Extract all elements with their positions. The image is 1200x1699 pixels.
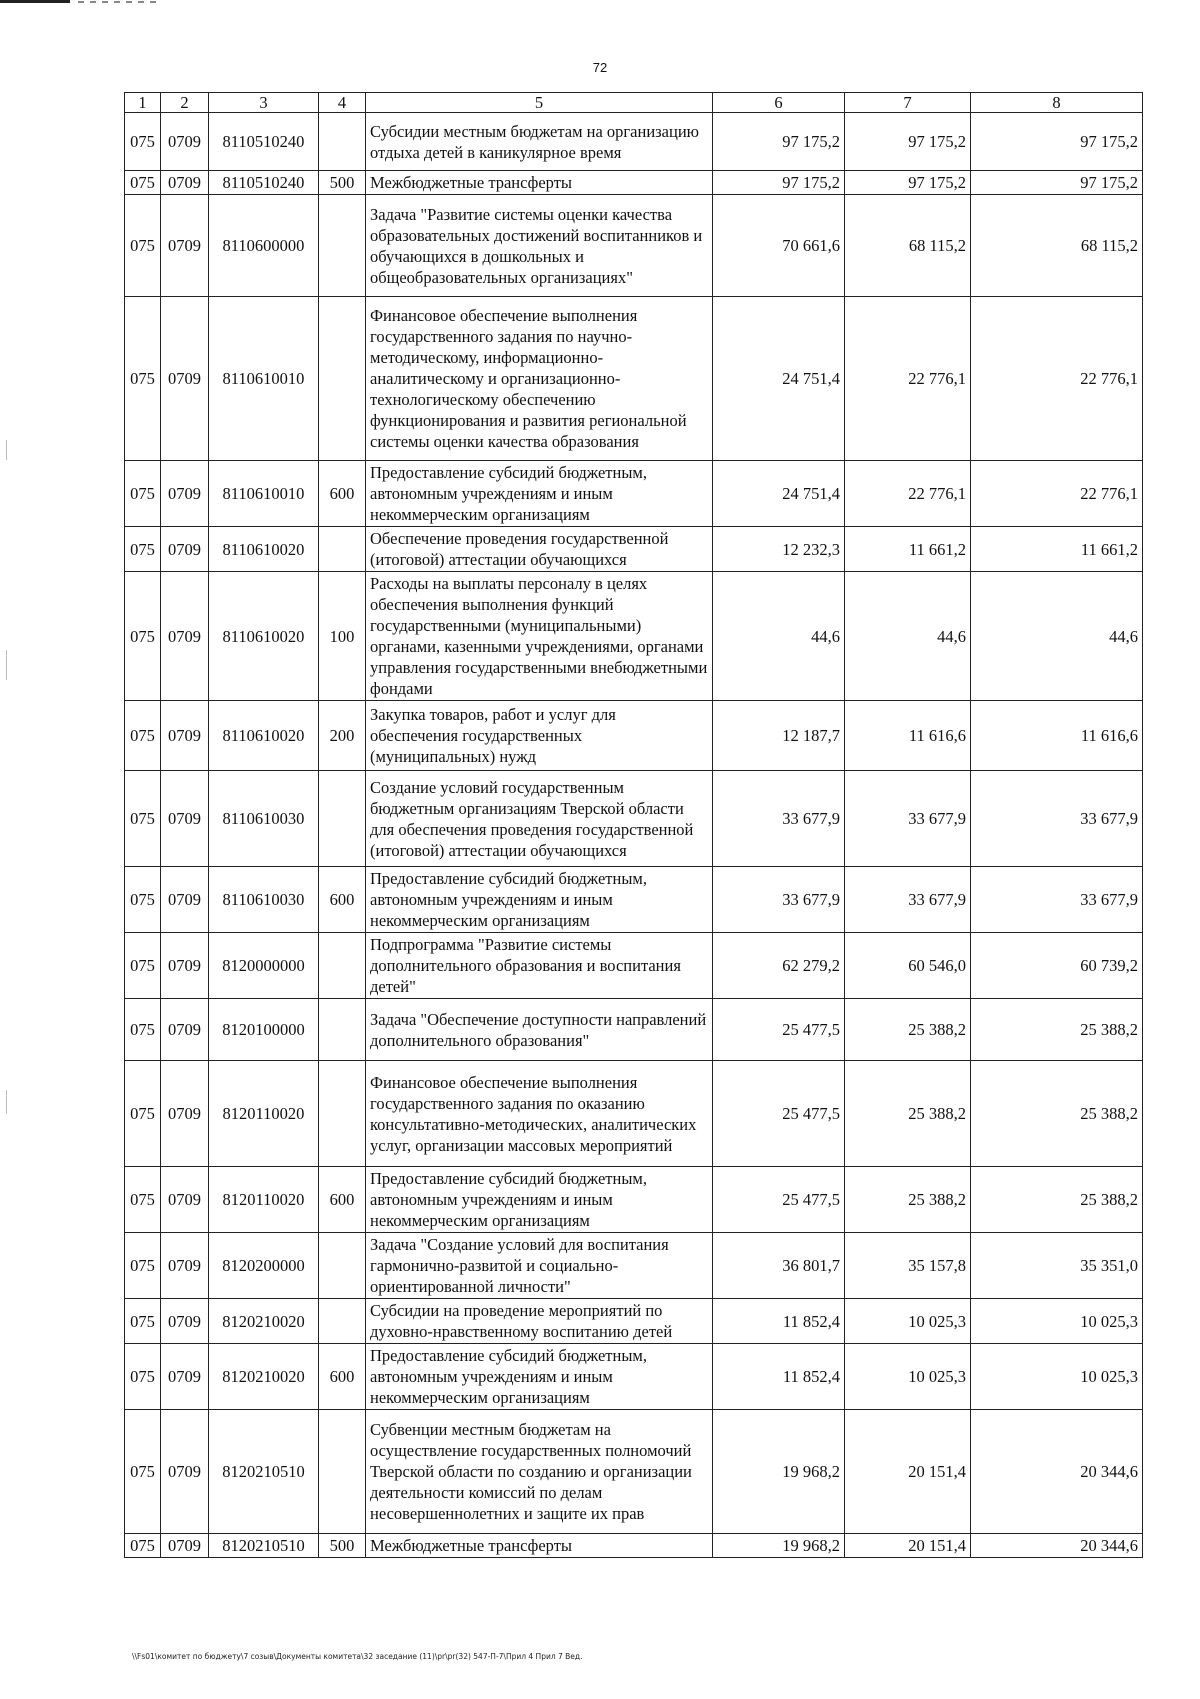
description-cell: Расходы на выплаты персоналу в целях обеспечения выполнения функций государственными (муниципальными) органами, казенными учреждениями, органами управления государственными внебюджетными фондами xyxy=(366,572,713,701)
table-row xyxy=(125,527,1143,572)
amount-year1-cell: 33 677,9 xyxy=(713,771,845,867)
code-expense-type-cell xyxy=(319,113,366,171)
description-cell: Предоставление субсидий бюджетным, автономным учреждениям и иным некоммерческим организациям xyxy=(366,867,713,933)
amount-year2-cell: 44,6 xyxy=(845,572,971,701)
code-expense-type-cell: 500 xyxy=(319,171,366,195)
amount-year2-cell: 22 776,1 xyxy=(845,297,971,461)
table-row xyxy=(125,171,1143,195)
code-expense-type-cell xyxy=(319,771,366,867)
code-ministry-cell: 075 xyxy=(125,195,161,297)
amount-year1-cell: 36 801,7 xyxy=(713,1233,845,1299)
code-section-cell: 0709 xyxy=(161,297,209,461)
code-expense-type-cell: 100 xyxy=(319,572,366,701)
amount-year3-cell: 60 739,2 xyxy=(971,933,1143,999)
code-section-cell: 0709 xyxy=(161,867,209,933)
amount-year2-cell: 60 546,0 xyxy=(845,933,971,999)
amount-year3-cell: 33 677,9 xyxy=(971,771,1143,867)
code-expense-type-cell: 200 xyxy=(319,701,366,771)
header-cell: 3 xyxy=(209,93,319,113)
table-row xyxy=(125,1167,1143,1233)
code-target-cell: 8120210510 xyxy=(209,1534,319,1558)
header-cell: 5 xyxy=(366,93,713,113)
code-target-cell: 8120000000 xyxy=(209,933,319,999)
code-target-cell: 8110510240 xyxy=(209,113,319,171)
code-ministry-cell: 075 xyxy=(125,1344,161,1410)
code-target-cell: 8110610020 xyxy=(209,572,319,701)
code-ministry-cell: 075 xyxy=(125,1061,161,1167)
code-ministry-cell: 075 xyxy=(125,461,161,527)
code-target-cell: 8110610030 xyxy=(209,771,319,867)
code-ministry-cell: 075 xyxy=(125,171,161,195)
amount-year1-cell: 25 477,5 xyxy=(713,1061,845,1167)
code-ministry-cell: 075 xyxy=(125,527,161,572)
code-section-cell: 0709 xyxy=(161,527,209,572)
amount-year1-cell: 25 477,5 xyxy=(713,1167,845,1233)
code-expense-type-cell xyxy=(319,933,366,999)
description-cell: Финансовое обеспечение выполнения государственного задания по научно-методическому, информационно-аналитическому и организационно-технологическому обеспечению функционирования и развития региональной системы оценки качества образования xyxy=(366,297,713,461)
code-expense-type-cell xyxy=(319,195,366,297)
amount-year1-cell: 62 279,2 xyxy=(713,933,845,999)
scan-margin-mark xyxy=(6,650,7,680)
amount-year2-cell: 68 115,2 xyxy=(845,195,971,297)
table-row xyxy=(125,867,1143,933)
amount-year3-cell: 35 351,0 xyxy=(971,1233,1143,1299)
code-section-cell: 0709 xyxy=(161,572,209,701)
header-cell: 2 xyxy=(161,93,209,113)
amount-year3-cell: 25 388,2 xyxy=(971,1061,1143,1167)
code-ministry-cell: 075 xyxy=(125,297,161,461)
code-section-cell: 0709 xyxy=(161,1410,209,1534)
table-row xyxy=(125,1344,1143,1410)
code-target-cell: 8110610010 xyxy=(209,297,319,461)
header-row xyxy=(125,93,1143,113)
code-section-cell: 0709 xyxy=(161,1344,209,1410)
table-row xyxy=(125,461,1143,527)
code-expense-type-cell xyxy=(319,527,366,572)
code-section-cell: 0709 xyxy=(161,461,209,527)
description-cell: Задача "Развитие системы оценки качества образовательных достижений воспитанников и обучающихся в дошкольных и общеобразовательных организациях" xyxy=(366,195,713,297)
code-target-cell: 8110610010 xyxy=(209,461,319,527)
description-cell: Обеспечение проведения государственной (итоговой) аттестации обучающихся xyxy=(366,527,713,572)
code-expense-type-cell xyxy=(319,999,366,1061)
header-cell: 7 xyxy=(845,93,971,113)
code-ministry-cell: 075 xyxy=(125,572,161,701)
amount-year3-cell: 33 677,9 xyxy=(971,867,1143,933)
amount-year1-cell: 19 968,2 xyxy=(713,1410,845,1534)
code-expense-type-cell xyxy=(319,1233,366,1299)
description-cell: Субсидии на проведение мероприятий по духовно-нравственному воспитанию детей xyxy=(366,1299,713,1344)
budget-table xyxy=(124,92,1143,1558)
code-ministry-cell: 075 xyxy=(125,1410,161,1534)
code-ministry-cell: 075 xyxy=(125,1299,161,1344)
amount-year2-cell: 97 175,2 xyxy=(845,171,971,195)
code-ministry-cell: 075 xyxy=(125,999,161,1061)
description-cell: Подпрограмма "Развитие системы дополнительного образования и воспитания детей" xyxy=(366,933,713,999)
amount-year1-cell: 19 968,2 xyxy=(713,1534,845,1558)
code-target-cell: 8120200000 xyxy=(209,1233,319,1299)
code-expense-type-cell xyxy=(319,1410,366,1534)
code-section-cell: 0709 xyxy=(161,933,209,999)
code-target-cell: 8120210510 xyxy=(209,1410,319,1534)
amount-year3-cell: 10 025,3 xyxy=(971,1299,1143,1344)
amount-year1-cell: 33 677,9 xyxy=(713,867,845,933)
description-cell: Субвенции местным бюджетам на осуществление государственных полномочий Тверской области по созданию и организации деятельности комиссий по делам несовершеннолетних и защите их прав xyxy=(366,1410,713,1534)
amount-year3-cell: 44,6 xyxy=(971,572,1143,701)
amount-year2-cell: 20 151,4 xyxy=(845,1534,971,1558)
amount-year3-cell: 10 025,3 xyxy=(971,1344,1143,1410)
code-section-cell: 0709 xyxy=(161,171,209,195)
document-path-footer: \\Fs01\комитет по бюджету\7 созыв\Документы комитета\32 заседание (11)\pr\pr(32) 547-П-7\Прил 4 Прил 7 Вед. xyxy=(132,1652,583,1661)
table-row xyxy=(125,572,1143,701)
table-row xyxy=(125,701,1143,771)
amount-year1-cell: 11 852,4 xyxy=(713,1344,845,1410)
code-expense-type-cell: 600 xyxy=(319,867,366,933)
code-ministry-cell: 075 xyxy=(125,867,161,933)
amount-year3-cell: 68 115,2 xyxy=(971,195,1143,297)
table-row xyxy=(125,113,1143,171)
amount-year2-cell: 25 388,2 xyxy=(845,1167,971,1233)
description-cell: Межбюджетные трансферты xyxy=(366,1534,713,1558)
code-ministry-cell: 075 xyxy=(125,1534,161,1558)
scan-margin-mark xyxy=(6,440,7,460)
amount-year3-cell: 25 388,2 xyxy=(971,999,1143,1061)
amount-year2-cell: 33 677,9 xyxy=(845,771,971,867)
amount-year3-cell: 22 776,1 xyxy=(971,297,1143,461)
code-section-cell: 0709 xyxy=(161,1061,209,1167)
amount-year3-cell: 11 661,2 xyxy=(971,527,1143,572)
amount-year1-cell: 24 751,4 xyxy=(713,461,845,527)
description-cell: Задача "Создание условий для воспитания гармонично-развитой и социально-ориентированной личности" xyxy=(366,1233,713,1299)
amount-year1-cell: 97 175,2 xyxy=(713,171,845,195)
amount-year2-cell: 22 776,1 xyxy=(845,461,971,527)
header-cell: 1 xyxy=(125,93,161,113)
code-target-cell: 8120110020 xyxy=(209,1167,319,1233)
description-cell: Предоставление субсидий бюджетным, автономным учреждениям и иным некоммерческим организациям xyxy=(366,1167,713,1233)
code-target-cell: 8110600000 xyxy=(209,195,319,297)
code-ministry-cell: 075 xyxy=(125,1167,161,1233)
amount-year1-cell: 24 751,4 xyxy=(713,297,845,461)
table-row xyxy=(125,933,1143,999)
amount-year1-cell: 12 232,3 xyxy=(713,527,845,572)
code-target-cell: 8110610020 xyxy=(209,701,319,771)
amount-year1-cell: 11 852,4 xyxy=(713,1299,845,1344)
code-ministry-cell: 075 xyxy=(125,113,161,171)
amount-year2-cell: 11 661,2 xyxy=(845,527,971,572)
amount-year2-cell: 25 388,2 xyxy=(845,999,971,1061)
code-expense-type-cell xyxy=(319,1061,366,1167)
description-cell: Субсидии местным бюджетам на организацию отдыха детей в каникулярное время xyxy=(366,113,713,171)
code-ministry-cell: 075 xyxy=(125,701,161,771)
code-section-cell: 0709 xyxy=(161,1233,209,1299)
header-cell: 4 xyxy=(319,93,366,113)
amount-year2-cell: 11 616,6 xyxy=(845,701,971,771)
amount-year2-cell: 10 025,3 xyxy=(845,1344,971,1410)
amount-year3-cell: 11 616,6 xyxy=(971,701,1143,771)
code-target-cell: 8110610030 xyxy=(209,867,319,933)
amount-year1-cell: 12 187,7 xyxy=(713,701,845,771)
table-row xyxy=(125,1233,1143,1299)
code-target-cell: 8120210020 xyxy=(209,1344,319,1410)
table-row xyxy=(125,999,1143,1061)
code-ministry-cell: 075 xyxy=(125,933,161,999)
amount-year1-cell: 25 477,5 xyxy=(713,999,845,1061)
table-row xyxy=(125,1410,1143,1534)
code-expense-type-cell: 500 xyxy=(319,1534,366,1558)
table-row xyxy=(125,1299,1143,1344)
description-cell: Межбюджетные трансферты xyxy=(366,171,713,195)
table-row xyxy=(125,771,1143,867)
code-section-cell: 0709 xyxy=(161,701,209,771)
description-cell: Закупка товаров, работ и услуг для обеспечения государственных (муниципальных) нужд xyxy=(366,701,713,771)
table-row xyxy=(125,195,1143,297)
code-expense-type-cell: 600 xyxy=(319,1344,366,1410)
amount-year1-cell: 97 175,2 xyxy=(713,113,845,171)
code-target-cell: 8110510240 xyxy=(209,171,319,195)
code-section-cell: 0709 xyxy=(161,195,209,297)
table-row xyxy=(125,1534,1143,1558)
code-ministry-cell: 075 xyxy=(125,771,161,867)
scan-edge-dash xyxy=(78,1,158,3)
code-target-cell: 8110610020 xyxy=(209,527,319,572)
header-cell: 8 xyxy=(971,93,1143,113)
amount-year2-cell: 33 677,9 xyxy=(845,867,971,933)
description-cell: Задача "Обеспечение доступности направлений дополнительного образования" xyxy=(366,999,713,1061)
code-ministry-cell: 075 xyxy=(125,1233,161,1299)
description-cell: Создание условий государственным бюджетным организациям Тверской области для обеспечения проведения государственной (итоговой) аттестации обучающихся xyxy=(366,771,713,867)
scan-margin-mark xyxy=(6,1090,7,1114)
amount-year2-cell: 20 151,4 xyxy=(845,1410,971,1534)
code-expense-type-cell: 600 xyxy=(319,1167,366,1233)
code-target-cell: 8120100000 xyxy=(209,999,319,1061)
amount-year3-cell: 97 175,2 xyxy=(971,113,1143,171)
code-target-cell: 8120210020 xyxy=(209,1299,319,1344)
page-number: 72 xyxy=(592,60,608,75)
code-expense-type-cell: 600 xyxy=(319,461,366,527)
code-section-cell: 0709 xyxy=(161,1299,209,1344)
amount-year3-cell: 97 175,2 xyxy=(971,171,1143,195)
amount-year3-cell: 20 344,6 xyxy=(971,1534,1143,1558)
amount-year3-cell: 22 776,1 xyxy=(971,461,1143,527)
code-section-cell: 0709 xyxy=(161,999,209,1061)
code-target-cell: 8120110020 xyxy=(209,1061,319,1167)
table-row xyxy=(125,297,1143,461)
amount-year2-cell: 10 025,3 xyxy=(845,1299,971,1344)
amount-year1-cell: 44,6 xyxy=(713,572,845,701)
code-section-cell: 0709 xyxy=(161,113,209,171)
code-section-cell: 0709 xyxy=(161,1167,209,1233)
code-section-cell: 0709 xyxy=(161,771,209,867)
amount-year3-cell: 25 388,2 xyxy=(971,1167,1143,1233)
amount-year2-cell: 97 175,2 xyxy=(845,113,971,171)
amount-year2-cell: 25 388,2 xyxy=(845,1061,971,1167)
amount-year1-cell: 70 661,6 xyxy=(713,195,845,297)
description-cell: Предоставление субсидий бюджетным, автономным учреждениям и иным некоммерческим организациям xyxy=(366,1344,713,1410)
scan-edge-mark xyxy=(0,0,70,3)
table-row xyxy=(125,1061,1143,1167)
description-cell: Предоставление субсидий бюджетным, автономным учреждениям и иным некоммерческим организациям xyxy=(366,461,713,527)
code-expense-type-cell xyxy=(319,1299,366,1344)
code-expense-type-cell xyxy=(319,297,366,461)
description-cell: Финансовое обеспечение выполнения государственного задания по оказанию консультативно-методических, аналитических услуг, организации массовых мероприятий xyxy=(366,1061,713,1167)
code-section-cell: 0709 xyxy=(161,1534,209,1558)
amount-year2-cell: 35 157,8 xyxy=(845,1233,971,1299)
amount-year3-cell: 20 344,6 xyxy=(971,1410,1143,1534)
header-cell: 6 xyxy=(713,93,845,113)
